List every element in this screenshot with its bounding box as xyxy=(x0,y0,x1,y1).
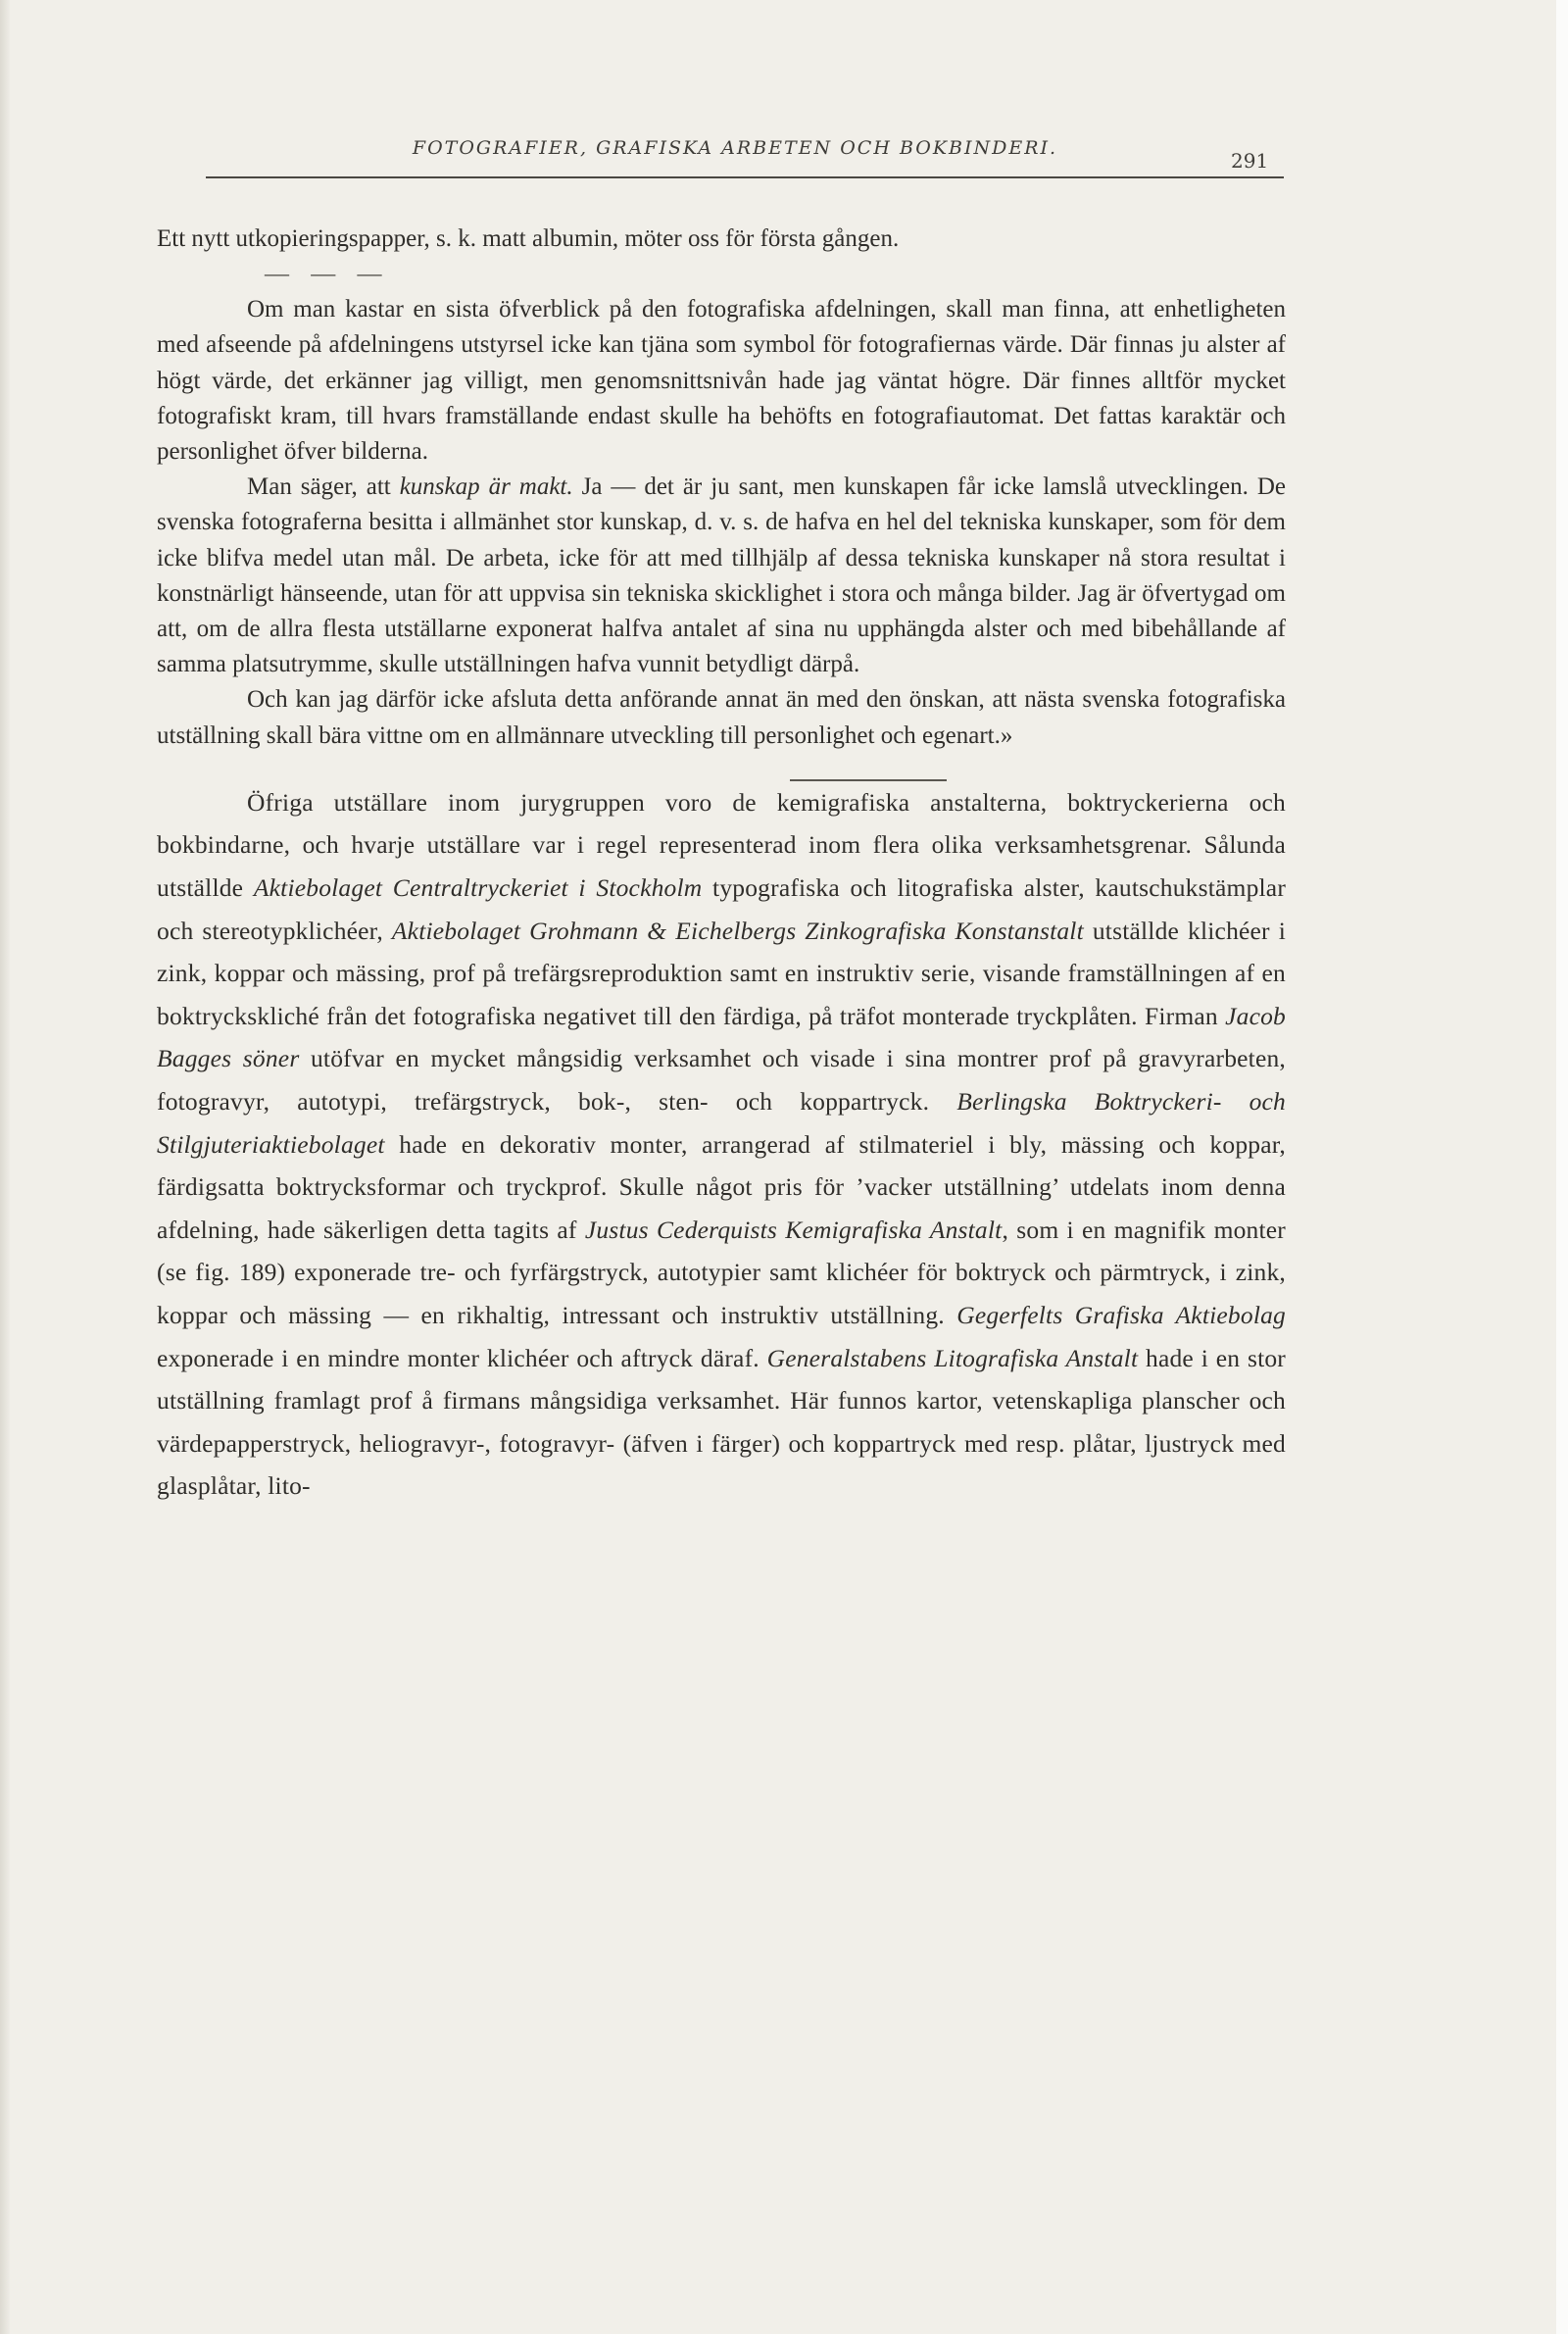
body-text xyxy=(157,222,1286,1508)
section-dashes: — — — xyxy=(265,261,390,288)
company-name: Justus Cederquists Kemigrafiska Anstalt xyxy=(584,1215,1003,1244)
paragraph-3-text-b: Ja — det är ju sant, men kunskapen får icke lamslå utvecklingen. De svenska fotograferna besitta i allmänhet stor kunskap, d. v. s. de hafva en hel del tekniska kunskaper, som för dem icke blifva medel utan mål. De arbeta, icke för att med tillhjälp af dessa tekniska kunskaper nå stora resultat i konstnärligt hänseende, utan för att uppvisa sin tekniska skicklighet i stora och många bilder. Jag är öfvertygad om att, om de allra flesta utställarne exponerat halfva antalet af sina nu upphängda alster och med bibehållande af samma platsutrymme, skulle utställningen hafva vunnit betydligt därpå. xyxy=(157,473,1287,678)
running-head: FOTOGRAFIER, GRAFISKA ARBETEN OCH BOKBINDERI. xyxy=(412,137,1058,159)
paragraph-2: Om man kastar en sista öfverblick på den fotografiska afdelningen, skall man finna, att enhetligheten med afseende på afdelningens utstyrsel icke kan tjäna som symbol för fotografiernas värde. Där finnas ju alster af högt värde, det erkänner jag villigt, men genomsnittsnivån hade jag väntat högre. Där finnes alltför mycket fotografiskt kram, till hvars framställande endast skulle ha behöfts en fotografiautomat. Det fattas karaktär och personlighet öfver bilderna. xyxy=(157,296,1286,466)
company-name: Generalstabens Litografiska Anstalt xyxy=(766,1343,1139,1372)
company-name: Jacob Bagges söner xyxy=(157,1001,1286,1073)
paragraph-1: Ett nytt utkopieringspapper, s. k. matt albumin, möter oss för första gången. xyxy=(157,225,900,252)
paragraph-5-text: typografiska och litografiska alster, kautschukstämplar och stereotypklichéer, xyxy=(157,873,1287,945)
paragraph-3 xyxy=(157,470,1286,682)
paragraph-3-text-a: Man säger, att xyxy=(247,473,400,501)
paragraph-5-text: Öfriga utställare inom jurygruppen voro de kemigrafiska anstalterna, boktryckerierna och bokbindarne, och hvarje utställare var i regel representerad inom flera olika verksamhetsgrenar. Sålunda utställde xyxy=(157,787,1286,903)
paragraph-5-text: utöfvar en mycket mångsidig verksamhet och visade i sina montrer prof på gravyrarbeten, fotogravyr, autotypi, trefärgstryck, bok-, sten- och koppartryck. xyxy=(157,1044,1286,1116)
page-binding-edge xyxy=(0,0,10,2334)
paragraph-5-text: , som i en magnifik monter (se fig. 189) exponerade tre- och fyrfärgstryck, autotypier samt klichéer för boktryck och pärmtryck, i zink, koppar och mässing — en rikhaltig, intressant och instruktiv utställning. xyxy=(157,1215,1286,1329)
company-name: Aktiebolaget Centraltryckeriet i Stockholm xyxy=(253,873,703,903)
page-right-edge xyxy=(1556,0,1568,2334)
paragraph-5 xyxy=(157,781,1286,1508)
paragraph-4: Och kan jag därför icke afsluta detta anförande annat än med den önskan, att nästa svenska fotografiska utställning skall bära vittne om en allmännare utveckling till personlighet och egenart.» xyxy=(157,686,1286,749)
paragraph-5-text: exponerade i en mindre monter klichéer och aftryck däraf. xyxy=(157,1343,767,1372)
company-name: Berlingska Boktryckeri- och Stilgjuteriaktiebolaget xyxy=(157,1087,1287,1159)
paragraph-3-emphasis: kunskap är makt. xyxy=(399,473,573,501)
paragraph-5-text: hade en dekorativ monter, arrangerad af stilmateriel i bly, mässing och koppar, färdigsatta boktrycksformar och tryckprof. Skulle något pris för ’vacker utställning’ utdelats inom denna afdelning, hade säkerligen detta tagits af xyxy=(157,1129,1286,1244)
company-name: Gegerfelts Grafiska Aktiebolag xyxy=(956,1300,1286,1329)
paragraph-5-text: utställde klichéer i zink, koppar och mässing, prof på trefärgsreproduktion samt en instruktiv serie, visande framställningen af en boktryckskliché från det fotografiska negativet till den färdiga, på träfot monterade tryckplåten. Firman xyxy=(157,916,1286,1030)
page-number: 291 xyxy=(1231,149,1269,173)
paragraph-5-text: hade i en stor utställning framlagt prof å firmans mångsidiga verksamhet. Här funnos kartor, vetenskapliga planscher och värdepapperstryck, heliogravyr-, fotogravyr- (äfven i färger) och koppartryck med resp. plåtar, ljustryck med glasplåtar, lito- xyxy=(157,1343,1287,1501)
company-name: Aktiebolaget Grohmann & Eichelbergs Zinkografiska Konstanstalt xyxy=(391,916,1084,945)
header-rule xyxy=(206,176,1284,178)
